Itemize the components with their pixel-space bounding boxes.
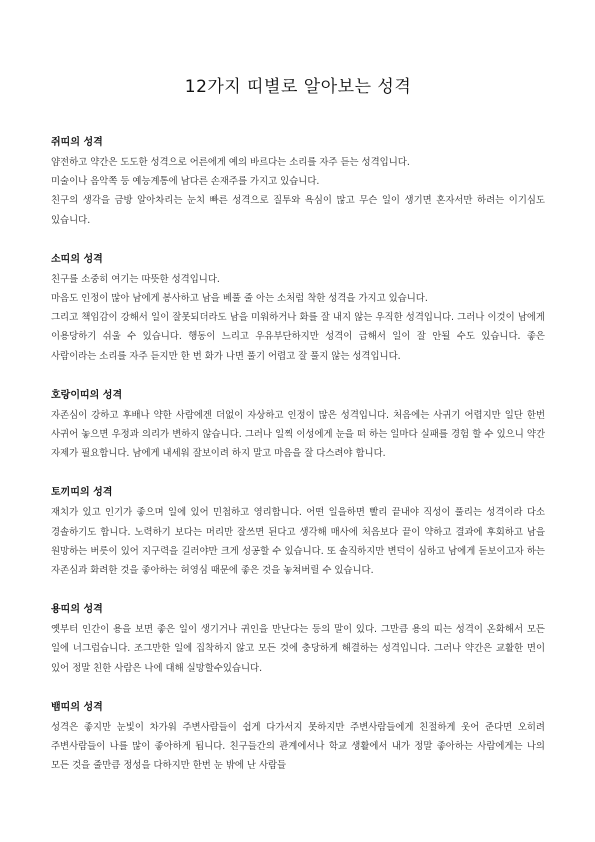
section-tiger	[51, 386, 545, 464]
section-heading: 쥐띠의 성격	[51, 137, 103, 148]
section-heading: 토끼띠의 성격	[51, 487, 113, 499]
paragraph: 옛부터 인간이 용을 보면 좋은 일이 생기거나 귀인을 만난다는 등의 말이 있다. 그만큼 용의 띠는 성격이 온화해서 모든 일에 너그럽습니다. 조그만한 일에 집착하지 않고 모든 것에 충당하게 해결하는 성격입니다. 그러나 약간은 교활한 면이 있어 정말 친한 사람은 나에 대해 실망할수있습니다.	[51, 624, 545, 674]
section-heading: 용띠의 성격	[51, 604, 103, 616]
section-rabbit	[51, 483, 545, 580]
section-ox	[51, 250, 545, 366]
paragraph: 재치가 있고 인기가 좋으며 일에 있어 민첩하고 영리합니다. 어떤 일을하면 빨리 끝내야 직성이 풀리는 성격이라 다소 경솔하기도 합니다. 노력하기 보다는 머리만 잘쓰면 된다고 생각해 매사에 처음보다 끝이 약하고 결과에 후회하고 남을 원망하는 버릇이 있어 지구력을 길러야만 크게 성공할 수 있습니다. 또 솔직하지만 변덕이 심하고 남에게 돋보이고자 하는 자존심과 화려한 것을 좋아하는 허영심 때문에 좋은 것을 놓쳐버릴 수 있습니다.	[51, 507, 545, 577]
section-heading: 호랑이띠의 성격	[51, 389, 123, 401]
section-dragon	[51, 600, 545, 678]
document-title: 12가지 띠별로 알아보는 성격	[184, 77, 412, 97]
paragraph: 마음도 인정이 많아 남에게 봉사하고 남을 베풀 줄 아는 소처럼 착한 성격을 가지고 있습니다.	[51, 293, 428, 305]
section-snake	[51, 698, 545, 776]
section-rat	[51, 133, 545, 230]
section-heading: 소띠의 성격	[51, 253, 103, 265]
paragraph: 얌전하고 약간은 도도한 성격으로 어른에게 예의 바르다는 소리를 자주 듣는 성격입니다.	[51, 157, 410, 168]
paragraph: 자존심이 강하고 후배나 약한 사람에겐 더없이 자상하고 인정이 많은 성격입니다. 처음에는 사귀기 어렵지만 일단 한번 사귀어 놓으면 우정과 의리가 변하지 않습니다. 그러나 일찍 이성에게 눈을 떠 하는 일마다 실패를 경험 할 수 있으니 약간 자제가 필요합니다. 남에게 내세워 잘보이려 하지 말고 마음을 잘 다스려야 합니다.	[51, 409, 545, 460]
section-heading: 뱀띠의 성격	[51, 701, 103, 713]
paragraph: 친구의 생각을 금방 알아차리는 눈치 빠른 성격으로 질투와 욕심이 많고 무슨 일이 생기면 혼자서만 하려는 이기심도 있습니다.	[51, 195, 545, 226]
paragraph: 친구를 소중히 여기는 따뜻한 성격입니다.	[51, 273, 220, 285]
paragraph: 성격은 좋지만 눈빛이 차가워 주변사람들이 쉽게 다가서지 못하지만 주변사람들에게 친절하게 웃어 준다면 오히려 주변사람들이 나를 많이 좋아하게 됩니다. 친구들간의 관계에서나 학교 생활에서 내가 정말 좋아하는 사람에게는 나의 모든 것을 줄만큼 정성을 다하지만 한번 눈 밖에 난 사람들	[51, 721, 545, 772]
paragraph: 그리고 책임감이 강해서 일이 잘못되더라도 남을 미워하거나 화를 잘 내지 않는 우직한 성격입니다. 그러나 이것이 남에게 이용당하기 쉬울 수 있습니다. 행동이 느리고 우유부단하지만 성격이 급해서 일이 잘 안될 수도 있습니다. 좋은 사람이라는 소리를 자주 듣지만 한 번 화가 나면 풀기 어렵고 잘 풀지 않는 성격입니다.	[51, 312, 545, 362]
paragraph: 미술이나 음악쪽 등 예능계통에 남다른 손재주를 가지고 있습니다.	[51, 176, 320, 188]
